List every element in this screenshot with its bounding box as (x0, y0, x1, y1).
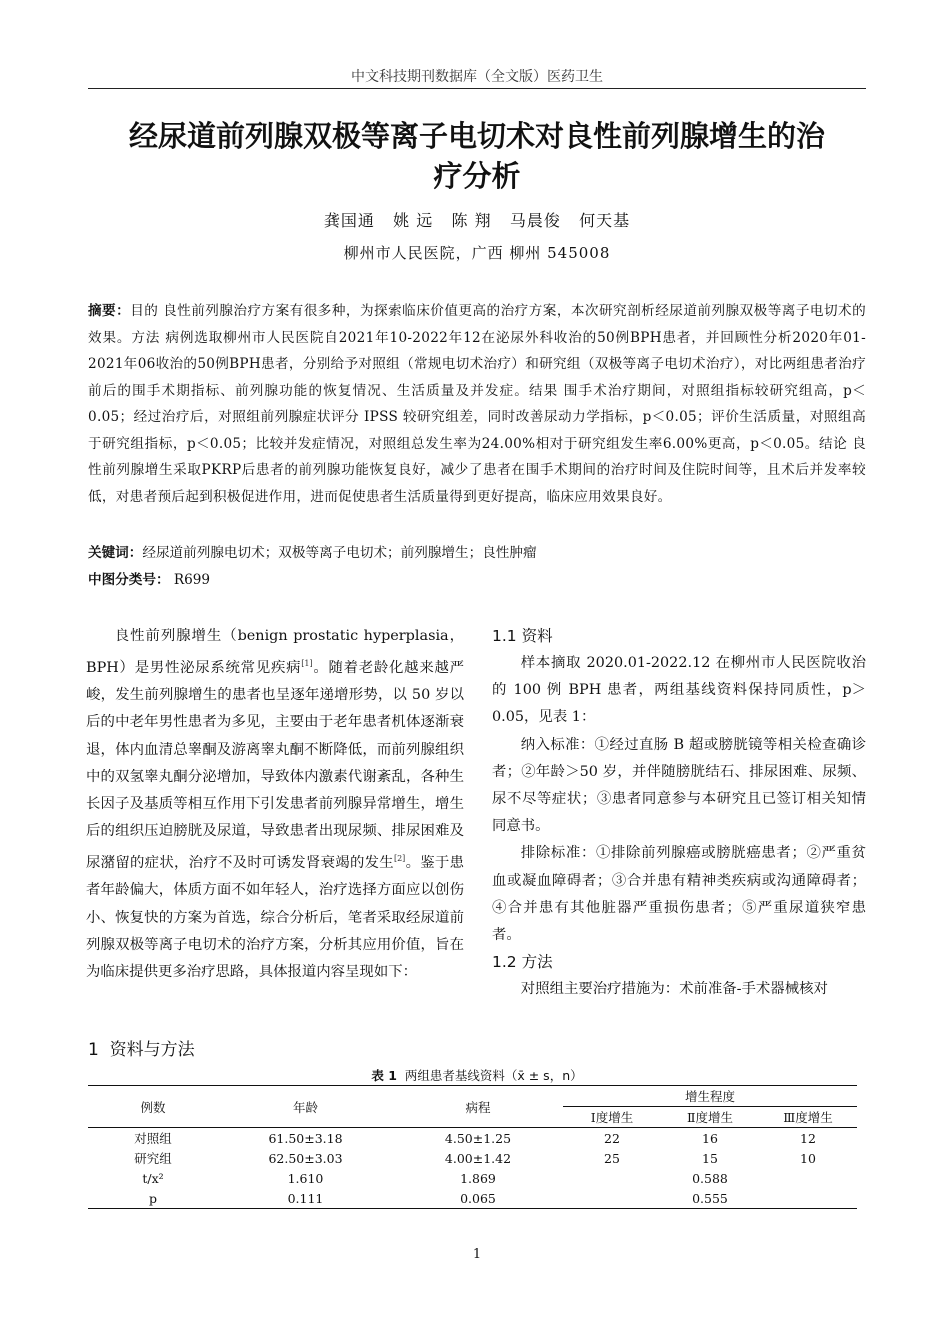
cell-age: 61.50±3.18 (268, 1130, 343, 1146)
citation-2: [2] (393, 854, 406, 864)
title-line-2: 疗分析 (433, 159, 521, 193)
cell-name: p (88, 1188, 218, 1209)
inclusion-paragraph: 纳入标准：①经过直肠 B 超或膀胱镜等相关检查确诊者；②年龄＞50 岁，并伴随膀胱结石、排尿困难、尿频、尿不尽等症状；③患者同意参与本研究且已签订相关知情同意书。 (492, 736, 866, 835)
table-caption-text: 两组患者基线资料（x̄ ± s，n） (396, 1068, 583, 1083)
cell-name: 研究组 (134, 1151, 172, 1166)
header-rule (88, 88, 866, 89)
classification-label: 中图分类号： (88, 572, 170, 588)
section-1-title: 1 资料与方法 (88, 1040, 195, 1060)
cell-degree-2: 16 (702, 1130, 718, 1146)
cell-course: 0.065 (393, 1188, 563, 1209)
cell-degree-2: 15 (702, 1150, 718, 1166)
abstract (88, 298, 866, 510)
materials-paragraph: 样本摘取 2020.01-2022.12 在柳州市人民医院收治的 100 例 BPH 患者，两组基线资料保持同质性，p＞0.05，见表 1： (492, 655, 866, 726)
header-degree-3: Ⅲ度增生 (759, 1107, 857, 1128)
affiliation: 柳州市人民医院，广西 柳州 545008 (343, 244, 611, 262)
cell-course: 4.50±1.25 (444, 1130, 512, 1146)
subsection-1-2-title: 1.2 方法 (492, 953, 553, 972)
classification-text: R699 (169, 572, 211, 588)
baseline-table (88, 1085, 857, 1209)
header-degree-2: Ⅱ度增生 (661, 1107, 759, 1128)
title-line-1: 经尿道前列腺双极等离子电切术对良性前列腺增生的治 (128, 119, 825, 153)
header-course: 病程 (393, 1086, 563, 1128)
table-caption (88, 1066, 866, 1084)
classification (88, 570, 866, 590)
authors: 龚国通 姚 远 陈 翔 马晨俊 何天基 (323, 211, 631, 230)
abstract-label: 摘要： (88, 303, 131, 319)
cell-degree-1: 22 (604, 1130, 620, 1146)
cell-degree-3: 10 (800, 1150, 816, 1166)
intro-text-b: 。随着老龄化越来越严峻，发生前列腺增生的患者也呈逐年递增形势，以 50 岁以后的中老年男性患者为多见，主要由于老年患者机体逐渐衰退，体内血清总睾酮及游离睾丸酮不断降低，而前列腺组织中的双氢睾丸酮分泌增加，导致体内激素代谢紊乱，各种生长因子及基质等相互作用下引发患者前列腺异常增生，增生后的组织压迫膀胱及尿道，导致患者出现尿频、排尿困难及尿潴留的症状，治疗不及时可诱发肾衰竭的发生 (86, 660, 464, 872)
paper-title (88, 116, 866, 196)
table-row-control (88, 1128, 857, 1149)
page-number: 1 (472, 1247, 482, 1262)
cell-age: 62.50±3.03 (268, 1150, 343, 1166)
cell-degree-stat: 0.588 (692, 1170, 728, 1186)
cell-course: 1.869 (460, 1170, 496, 1186)
cell-age: 1.610 (287, 1170, 324, 1186)
abstract-text: 目的 良性前列腺治疗方案有很多种，为探索临床价值更高的治疗方案，本次研究剖析经尿道前列腺双极等离子电切术的效果。方法 病例选取柳州市人民医院自2021年10-2022年12在泌尿外科收治的50例BPH患者，并回顾性分析2020年01-2021年06收治的50例BPH患者，分别给予对照组（常规电切术治疗）和研究组（双极等离子电切术治疗），对比两组患者治疗前后的围手术期指标、前列腺功能的恢复情况、生活质量及并发症。结果 围手术治疗期间，对照组指标较研究组高，p＜0.05；经过治疗后，对照组前列腺症状评分 IPSS 较研究组差，同时改善尿动力学指标，p＜0.05；评价生活质量，对照组高于研究组指标，p＜0.05；比较并发症情况，对照组总发生率为24.00%相对于研究组发生率6.00%更高，p＜0.05。结论 良性前列腺增生采取PKRP后患者的前列腺功能恢复良好，减少了患者在围手术期间的治疗时间及住院时间等，且术后并发率较低，对患者预后起到积极促进作用，进而促使患者生活质量得到更好提高，临床应用效果良好。 (88, 303, 866, 505)
citation-1: [1] (301, 659, 313, 669)
intro-column (86, 623, 464, 986)
cell-degree-stat: 0.555 (563, 1188, 857, 1209)
journal-header: 中文科技期刊数据库（全文版）医药卫生 (351, 69, 603, 85)
header-degree-1: Ⅰ度增生 (563, 1107, 661, 1128)
cell-degree-1: 25 (604, 1150, 620, 1166)
table-row-study (88, 1148, 857, 1168)
table-caption-label: 表 1 (371, 1068, 397, 1083)
methods-paragraph: 对照组主要治疗措施为：术前准备-手术器械核对 (520, 981, 828, 998)
cell-degree-3: 12 (800, 1130, 816, 1146)
cell-course: 4.00±1.42 (444, 1150, 512, 1166)
cell-name: t/x² (142, 1170, 164, 1186)
header-degree: 增生程度 (563, 1086, 857, 1107)
intro-text-c: 。鉴于患者年龄偏大，体质方面不如年轻人，治疗选择方面应以创伤小、恢复快的方案为首选，综合分析后，笔者采取经尿道前列腺双极等离子电切术的治疗方案，分析其应用价值，旨在为临床提供更多治疗思路，具体报道内容呈现如下： (86, 855, 464, 981)
keywords-label: 关键词： (88, 545, 143, 561)
intro-text-a: 良性前列腺增生（benign prostatic hyperplasia，BPH）是男性泌尿系统常见疾病 (86, 628, 464, 676)
table-row-t (88, 1168, 857, 1188)
header-group: 例数 (88, 1086, 218, 1128)
methods-column (492, 623, 866, 1003)
intro-paragraph (86, 623, 464, 986)
keywords (88, 543, 866, 563)
subsection-1-1-title: 1.1 资料 (492, 627, 553, 645)
cell-name: 对照组 (134, 1131, 172, 1146)
table-row-p (88, 1188, 857, 1209)
cell-age: 0.111 (218, 1188, 393, 1209)
keywords-text: 经尿道前列腺电切术；双极等离子电切术；前列腺增生；良性肿瘤 (142, 545, 537, 561)
header-age: 年龄 (218, 1086, 393, 1128)
exclusion-paragraph: 排除标准：①排除前列腺癌或膀胱癌患者；②严重贫血或凝血障碍者；③合并患有精神类疾病或沟通障碍者；④合并患有其他脏器严重损伤患者；⑤严重尿道狭窄患者。 (492, 845, 866, 944)
